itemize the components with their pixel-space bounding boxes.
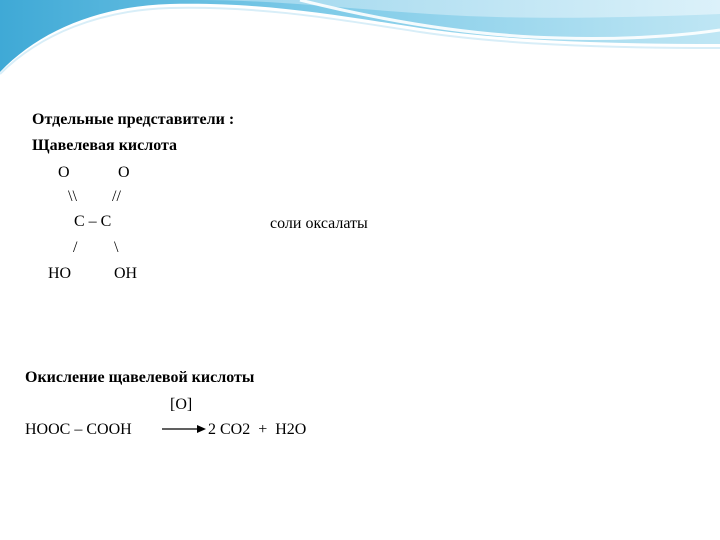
structure-double-bond-left: \\ (68, 188, 77, 205)
products-formula: 2 CO2 + H2O (208, 421, 307, 438)
heading-representatives: Отдельные представители : (32, 111, 235, 128)
decorative-wave-header (0, 0, 720, 110)
heading-oxidation: Окисление щавелевой кислоты (25, 369, 255, 386)
structure-single-bond-left: / (73, 239, 78, 256)
structure-carbon-chain: C – C (74, 213, 112, 230)
structure-oxygen-right: O (118, 164, 130, 181)
reactant-formula: HOOC – COOH (25, 421, 132, 438)
structure-double-bond-right: // (112, 188, 121, 205)
reaction-arrow-icon (162, 422, 206, 436)
oxidant-label: [O] (170, 396, 193, 413)
structure-oh-group: OH (114, 265, 138, 282)
heading-oxalic-acid: Щавелевая кислота (32, 137, 178, 154)
structure-ho-group: HO (48, 265, 72, 282)
salts-oxalates-label: соли оксалаты (270, 215, 368, 232)
structure-oxygen-left: O (58, 164, 70, 181)
structure-single-bond-right: \ (114, 239, 119, 256)
